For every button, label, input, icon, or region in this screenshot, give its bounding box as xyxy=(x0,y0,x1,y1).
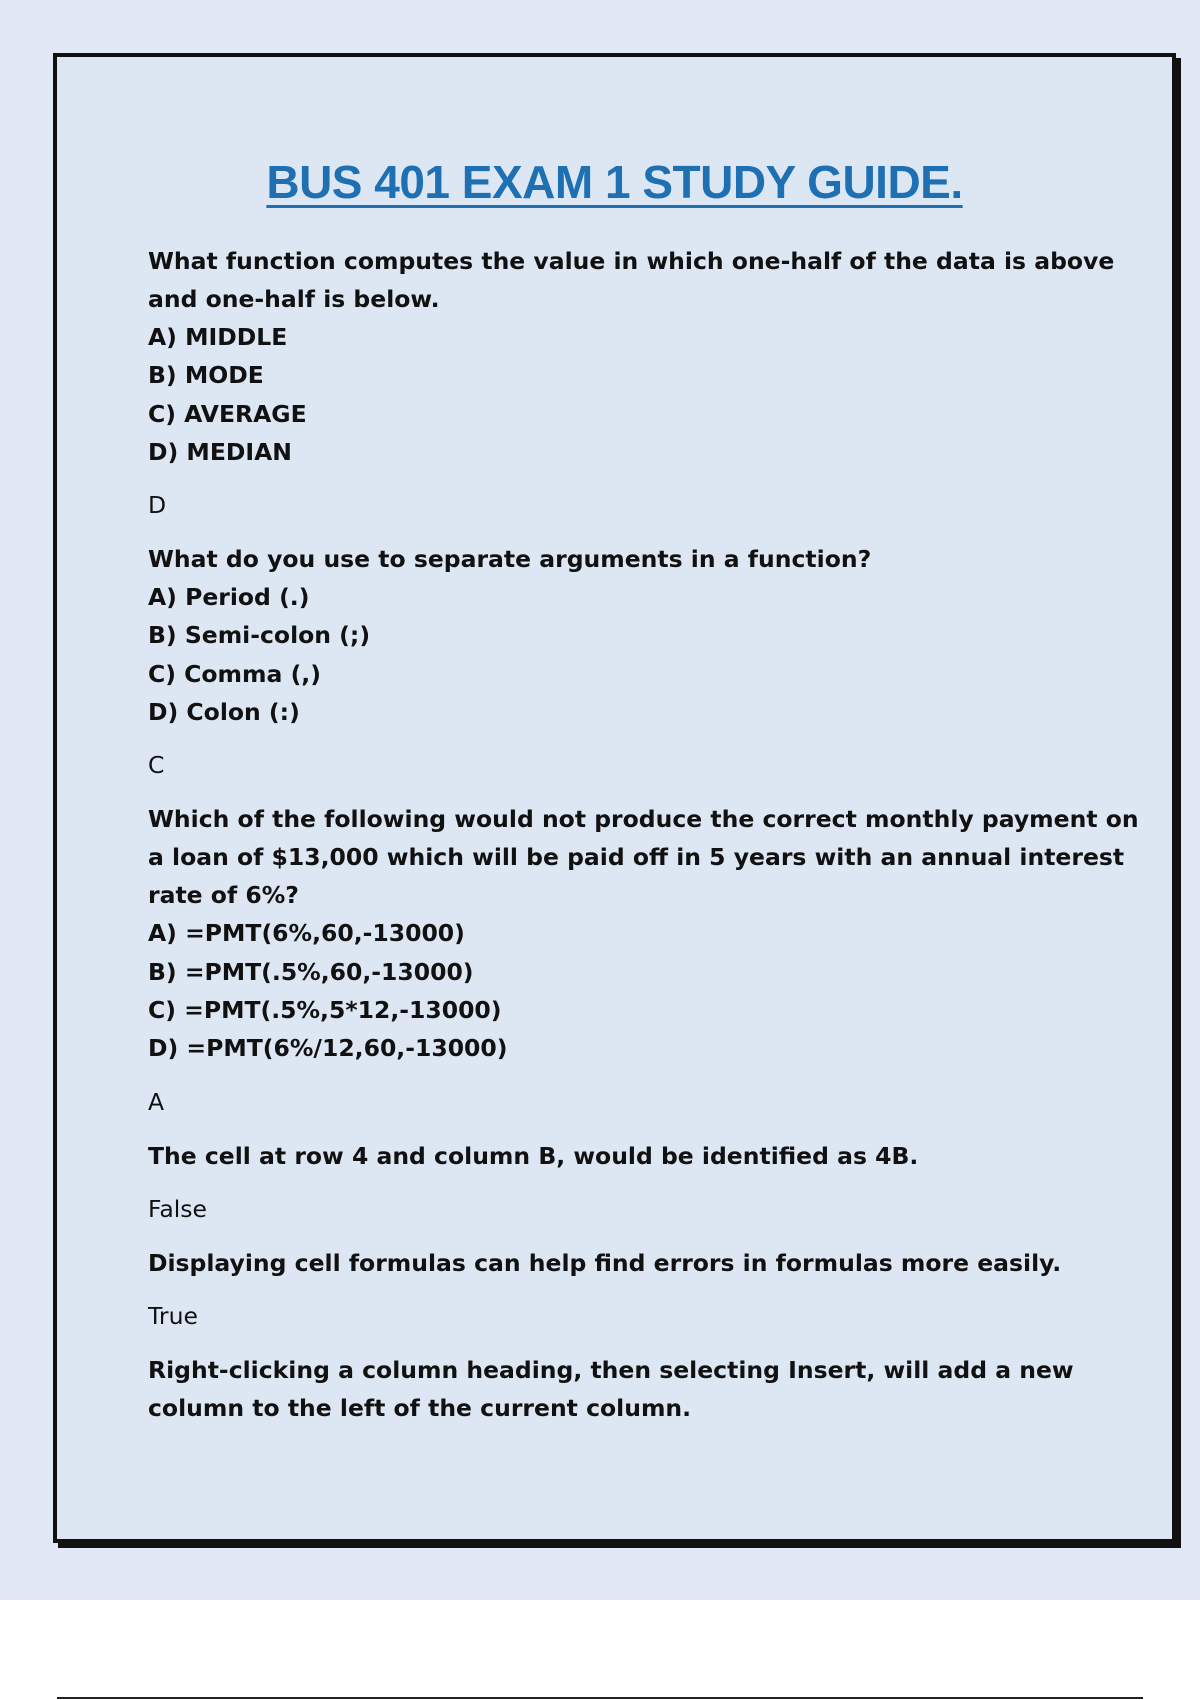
answer-text: A xyxy=(148,1087,165,1116)
option-item: B) MODE xyxy=(148,361,264,390)
question-block-3 xyxy=(148,800,1148,1120)
answer-text: C xyxy=(148,751,165,780)
answer-text: D xyxy=(148,491,167,520)
question-block-6 xyxy=(148,1351,1148,1427)
option-item: B) Semi-colon (;) xyxy=(148,621,371,650)
question-text: Which of the following would not produce the correct monthly payment on a loan of $13,000 which will be paid off in 5 years with an annual interest rate of 6%? xyxy=(148,805,1139,910)
answer-text: True xyxy=(148,1301,198,1330)
option-item: D) Colon (:) xyxy=(148,698,300,727)
option-item: D) MEDIAN xyxy=(148,437,292,466)
option-item: A) =PMT(6%,60,-13000) xyxy=(148,919,465,948)
option-item: A) Period (.) xyxy=(148,583,310,612)
page-title xyxy=(57,155,1172,209)
study-guide-frame xyxy=(53,53,1176,1543)
option-item: C) AVERAGE xyxy=(148,399,307,428)
answer-text: False xyxy=(148,1194,207,1223)
title-text: BUS 401 EXAM 1 STUDY GUIDE. xyxy=(266,156,963,208)
question-text: What do you use to separate arguments in a function? xyxy=(148,545,872,574)
option-item: C) =PMT(.5%,5*12,-13000) xyxy=(148,995,502,1024)
option-item: C) Comma (,) xyxy=(148,659,321,688)
question-text: What function computes the value in which one-half of the data is above and one-half is below. xyxy=(148,247,1115,313)
question-list xyxy=(148,242,1148,1427)
bottom-divider xyxy=(57,1697,1143,1699)
question-block-2 xyxy=(148,540,1148,784)
question-block-4 xyxy=(148,1137,1148,1228)
option-item: D) =PMT(6%/12,60,-13000) xyxy=(148,1034,508,1063)
question-block-5 xyxy=(148,1244,1148,1335)
question-text: Right-clicking a column heading, then selecting Insert, will add a new column to the left of the current column. xyxy=(148,1355,1074,1422)
question-block-1 xyxy=(148,242,1148,524)
question-text: Displaying cell formulas can help find errors in formulas more easily. xyxy=(148,1248,1062,1277)
option-item: A) MIDDLE xyxy=(148,323,288,351)
question-text: The cell at row 4 and column B, would be identified as 4B. xyxy=(148,1141,919,1170)
option-item: B) =PMT(.5%,60,-13000) xyxy=(148,957,474,986)
